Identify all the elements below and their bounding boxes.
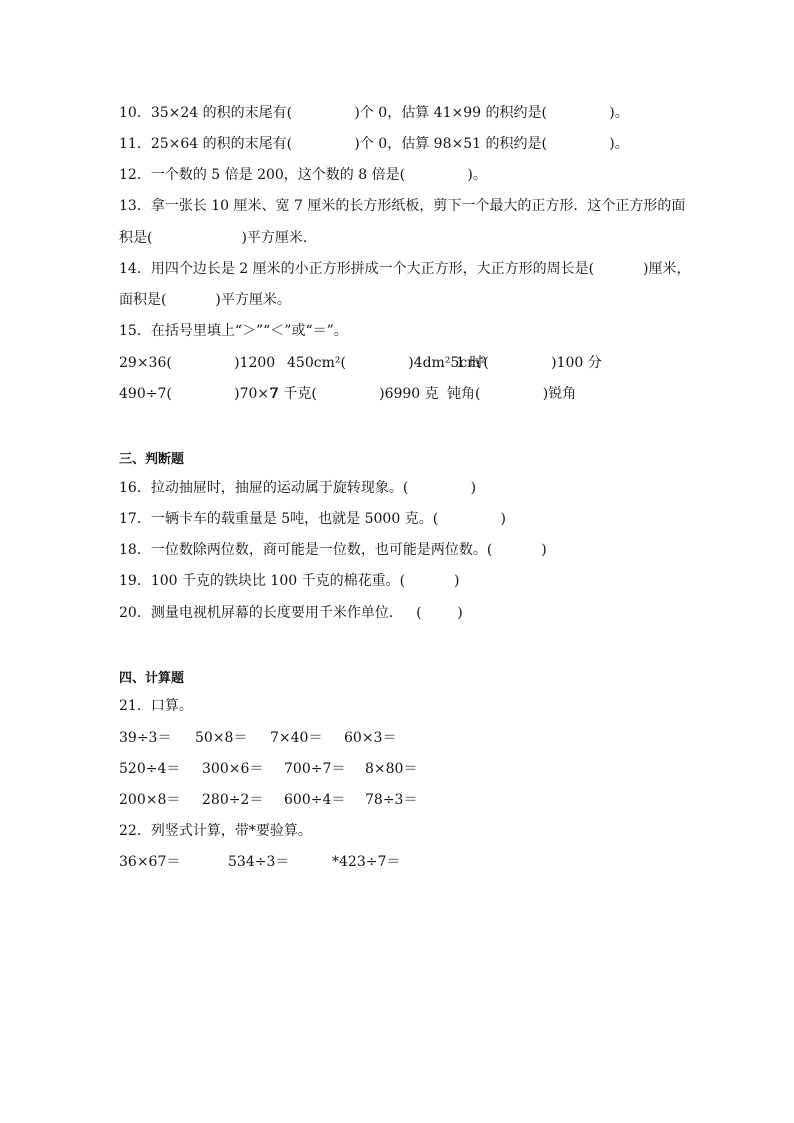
oral-item: 8×80＝ <box>365 761 418 777</box>
section-title-calculation: 四、计算题 <box>119 671 185 686</box>
question-18: 18．一位数除两位数，商可能是一位数，也可能是两位数。( ) <box>119 542 547 558</box>
question-13-line-2: 积是( )平方厘米． <box>119 230 317 246</box>
oral-item: 60×3＝ <box>344 730 397 746</box>
vertical-calc-item: 36×67＝ <box>119 854 181 870</box>
question-22: 22．列竖式计算，带*要验算。 <box>119 823 312 839</box>
question-14-line-2: 面积是( )平方厘米。 <box>119 292 291 308</box>
compare-item: 1 时( )100 分 <box>456 355 602 371</box>
oral-item: 300×6＝ <box>202 761 264 777</box>
oral-item: 7×40＝ <box>270 730 323 746</box>
question-14-line-1: 14．用四个边长是 2 厘米的小正方形拼成一个大正方形，大正方形的周长是( )厘米， <box>119 261 691 277</box>
question-20: 20．测量电视机屏幕的长度要用千米作单位． ( ) <box>119 605 463 621</box>
section-title-judgement: 三、判断题 <box>119 452 185 467</box>
question-16: 16．拉动抽屉时，抽屉的运动属于旋转现象。( ) <box>119 480 477 496</box>
question-15: 15．在括号里填上“＞”“＜”或“＝”。 <box>119 323 348 339</box>
oral-item: 520÷4＝ <box>119 761 181 777</box>
question-11: 11．25×64 的积的末尾有( )个 0，估算 98×51 的积约是( )。 <box>119 136 629 152</box>
question-13-line-1: 13．拿一张长 10 厘米、宽 7 厘米的长方形纸板，剪下一个最大的正方形．这个正方形的面 <box>119 198 686 214</box>
compare-item: 450cm²( )4dm²5cm² <box>287 355 487 371</box>
question-17: 17．一辆卡车的载重量是 5吨，也就是 5000 克。( ) <box>119 511 506 527</box>
oral-item: 50×8＝ <box>195 730 248 746</box>
oral-item: 78÷3＝ <box>365 792 418 808</box>
question-12: 12．一个数的 5 倍是 200，这个数的 8 倍是( )。 <box>119 167 487 183</box>
compare-item: 490÷7( )70×7 <box>119 386 279 402</box>
oral-item: 200×8＝ <box>119 792 181 808</box>
question-19: 19．100 千克的铁块比 100 千克的棉花重。( ) <box>119 573 460 589</box>
compare-item: 7 千克( )6990 克 <box>270 386 439 402</box>
vertical-calc-item: *423÷7＝ <box>332 854 401 870</box>
oral-item: 700÷7＝ <box>284 761 346 777</box>
oral-item: 39÷3＝ <box>119 730 172 746</box>
oral-item: 280÷2＝ <box>202 792 264 808</box>
oral-item: 600÷4＝ <box>284 792 346 808</box>
question-21: 21．口算。 <box>119 698 193 714</box>
vertical-calc-item: 534÷3＝ <box>228 854 290 870</box>
compare-item: 29×36( )1200 <box>119 355 276 371</box>
question-10: 10．35×24 的积的末尾有( )个 0，估算 41×99 的积约是( )。 <box>119 105 629 121</box>
compare-item: 钝角( )锐角 <box>447 386 577 402</box>
